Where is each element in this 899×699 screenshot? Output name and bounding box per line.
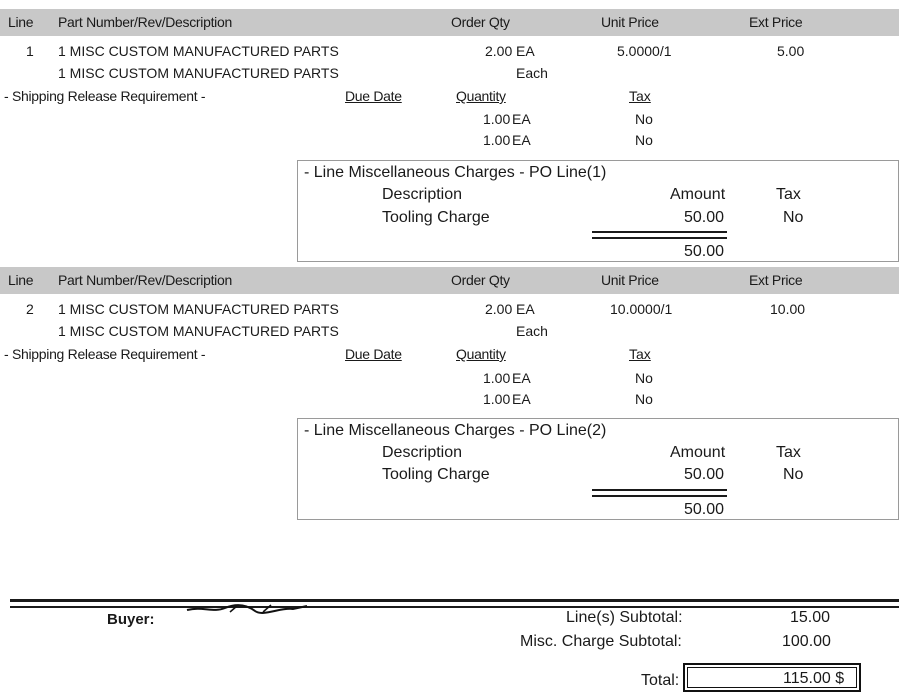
col-unit-price-header: Unit Price bbox=[601, 272, 659, 288]
misc-charges-title: - Line Miscellaneous Charges - PO Line(2) bbox=[304, 422, 607, 439]
misc-charge-tax: No bbox=[783, 466, 804, 483]
order-uom: EA bbox=[516, 301, 535, 317]
misc-charge-tax: No bbox=[783, 209, 804, 226]
release-tax: No bbox=[635, 132, 653, 148]
ext-price: 5.00 bbox=[777, 43, 805, 59]
line-header-bar bbox=[0, 267, 899, 294]
col-line-header: Line bbox=[8, 272, 34, 288]
misc-subtotal-value: 100.00 bbox=[782, 633, 831, 650]
release-tax: No bbox=[635, 391, 653, 407]
col-order-qty-header: Order Qty bbox=[451, 14, 510, 30]
misc-description-header: Description bbox=[382, 186, 463, 203]
lines-subtotal-label: Line(s) Subtotal: bbox=[566, 609, 683, 626]
total-box bbox=[683, 663, 861, 692]
total-label: Total: bbox=[641, 672, 680, 689]
col-part-header: Part Number/Rev/Description bbox=[58, 14, 232, 30]
total-value: 115.00 $ bbox=[783, 670, 845, 687]
col-order-qty-header: Order Qty bbox=[451, 272, 510, 288]
line-number: 2 bbox=[26, 301, 34, 317]
misc-charge-amount: 50.00 bbox=[684, 466, 725, 483]
misc-subtotal-label: Misc. Charge Subtotal: bbox=[520, 633, 682, 650]
misc-charges-box bbox=[297, 160, 899, 262]
order-uom-desc: Each bbox=[516, 323, 548, 339]
order-uom-desc: Each bbox=[516, 65, 548, 81]
misc-charge-description: Tooling Charge bbox=[382, 209, 490, 226]
release-due-date-header: Due Date bbox=[345, 88, 402, 104]
release-quantity-header: Quantity bbox=[456, 88, 506, 104]
unit-price: 10.0000/1 bbox=[610, 301, 673, 317]
misc-charges-title: - Line Miscellaneous Charges - PO Line(1) bbox=[304, 164, 607, 181]
footer-rule bbox=[10, 599, 899, 608]
order-qty: 2.00 bbox=[485, 43, 513, 59]
part-description: 1 MISC CUSTOM MANUFACTURED PARTS bbox=[58, 65, 339, 81]
buyer-signature bbox=[185, 603, 310, 615]
release-uom: EA bbox=[512, 391, 531, 407]
line-number: 1 bbox=[26, 43, 34, 59]
release-qty: 1.00 bbox=[483, 132, 511, 148]
release-tax-header: Tax bbox=[629, 346, 651, 362]
line-header-bar bbox=[0, 9, 899, 36]
order-uom: EA bbox=[516, 43, 535, 59]
misc-amount-header: Amount bbox=[670, 444, 726, 461]
buyer-label: Buyer: bbox=[107, 611, 155, 628]
col-ext-price-header: Ext Price bbox=[749, 272, 803, 288]
release-uom: EA bbox=[512, 111, 531, 127]
unit-price: 5.0000/1 bbox=[617, 43, 672, 59]
part-description: 1 MISC CUSTOM MANUFACTURED PARTS bbox=[58, 323, 339, 339]
release-due-date-header: Due Date bbox=[345, 346, 402, 362]
lines-subtotal-value: 15.00 bbox=[790, 609, 831, 626]
release-tax-header: Tax bbox=[629, 88, 651, 104]
release-tax: No bbox=[635, 370, 653, 386]
col-line-header: Line bbox=[8, 14, 34, 30]
col-unit-price-header: Unit Price bbox=[601, 14, 659, 30]
misc-charges-box bbox=[297, 418, 899, 520]
total-underline bbox=[592, 231, 727, 239]
release-qty: 1.00 bbox=[483, 111, 511, 127]
order-qty: 2.00 bbox=[485, 301, 513, 317]
release-uom: EA bbox=[512, 132, 531, 148]
release-title: - Shipping Release Requirement - bbox=[4, 88, 206, 104]
misc-tax-header: Tax bbox=[776, 186, 801, 203]
misc-charges-total: 50.00 bbox=[684, 243, 725, 260]
release-tax: No bbox=[635, 111, 653, 127]
misc-description-header: Description bbox=[382, 444, 463, 461]
release-title: - Shipping Release Requirement - bbox=[4, 346, 206, 362]
misc-charge-amount: 50.00 bbox=[684, 209, 725, 226]
release-qty: 1.00 bbox=[483, 391, 511, 407]
total-underline bbox=[592, 489, 727, 497]
release-quantity-header: Quantity bbox=[456, 346, 506, 362]
ext-price: 10.00 bbox=[770, 301, 806, 317]
misc-charges-total: 50.00 bbox=[684, 501, 725, 518]
release-qty: 1.00 bbox=[483, 370, 511, 386]
misc-amount-header: Amount bbox=[670, 186, 726, 203]
col-ext-price-header: Ext Price bbox=[749, 14, 803, 30]
part-number: 1 MISC CUSTOM MANUFACTURED PARTS bbox=[58, 301, 339, 317]
release-uom: EA bbox=[512, 370, 531, 386]
misc-charge-description: Tooling Charge bbox=[382, 466, 490, 483]
part-number: 1 MISC CUSTOM MANUFACTURED PARTS bbox=[58, 43, 339, 59]
col-part-header: Part Number/Rev/Description bbox=[58, 272, 232, 288]
misc-tax-header: Tax bbox=[776, 444, 801, 461]
